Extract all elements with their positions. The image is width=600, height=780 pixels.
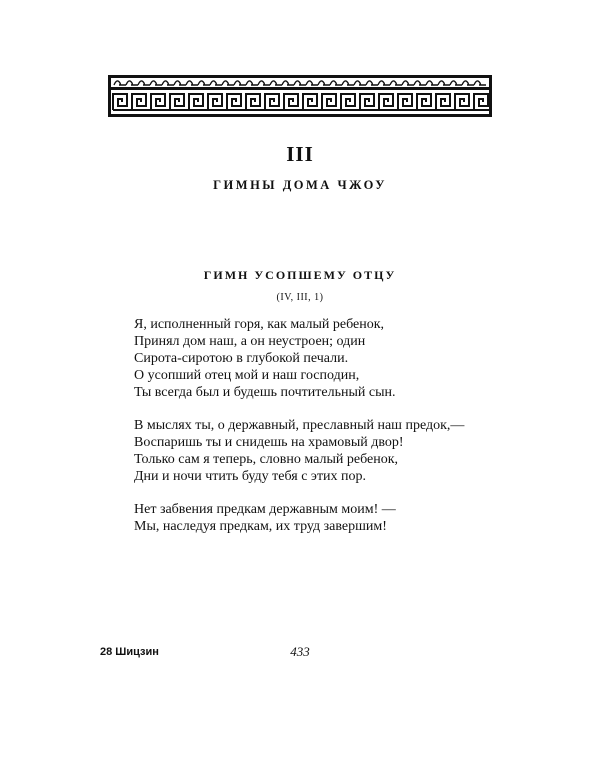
- poem-line: Дни и ночи чтить буду тебя с этих пор.: [134, 469, 367, 484]
- poem-line: Я, исполненный горя, как малый ребенок,: [134, 317, 385, 332]
- page-number: 433: [290, 644, 310, 659]
- poem-line: Сирота-сиротою в глубокой печали.: [134, 351, 349, 366]
- poem-title: ГИМН УСОПШЕМУ ОТЦУ: [203, 268, 397, 282]
- greek-key-ornament: [108, 75, 492, 117]
- poem-line: Мы, наследуя предкам, их труд завершим!: [134, 519, 387, 534]
- stanza: [134, 501, 494, 535]
- stanza: [134, 316, 494, 401]
- poem-line: Воспаришь ты и снидешь на храмовый двор!: [134, 435, 404, 450]
- stanza: [134, 417, 494, 485]
- poem-line: Только сам я теперь, словно малый ребенок,: [134, 452, 399, 467]
- poem-line: Нет забвения предкам державным моим! —: [134, 502, 396, 517]
- poem-line: Принял дом наш, а он неустроен; один: [134, 334, 366, 349]
- part-number: III: [286, 142, 314, 166]
- printer-signature: 28 Шицзин: [100, 646, 159, 658]
- part-title: ГИМНЫ ДОМА ЧЖОУ: [213, 178, 387, 192]
- poem-body: [134, 316, 494, 551]
- poem-line: В мыслях ты, о державный, преславный наш предок,—: [134, 418, 465, 433]
- poem-line: Ты всегда был и будешь почтительный сын.: [134, 385, 396, 400]
- poem-reference: (IV, III, 1): [276, 292, 324, 303]
- poem-line: О усопший отец мой и наш господин,: [134, 368, 360, 383]
